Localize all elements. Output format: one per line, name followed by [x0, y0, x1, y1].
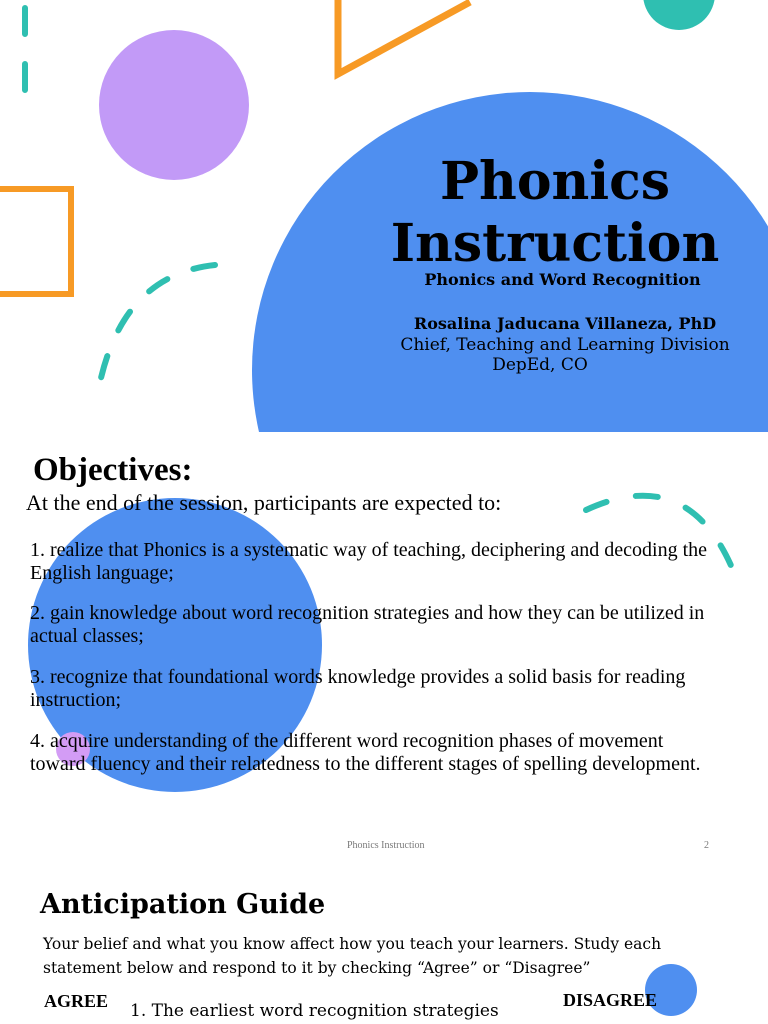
anticipation-guide-slide: [0, 864, 768, 1024]
objectives-heading: Objectives:: [33, 452, 193, 488]
objectives-intro: At the end of the session, participants are expected to:: [26, 490, 502, 515]
teal-circle: [643, 0, 715, 30]
author-office: DepEd, CO: [492, 355, 588, 375]
author-name: Rosalina Jaducana Villaneza, PhD: [413, 314, 717, 333]
title-line-2: Instruction: [390, 213, 720, 274]
agree-label: AGREE: [44, 991, 109, 1011]
statement-1: 1. The earliest word recognition strategies: [130, 1001, 499, 1021]
anticipation-guide-description: Your belief and what you know affect how you teach your learners. Study each statement below and respond to it by checking “Agree” or “Disagree”: [43, 935, 662, 977]
disagree-label: DISAGREE: [563, 990, 658, 1010]
objectives-slide: [0, 432, 768, 864]
orange-triangle: [338, 0, 470, 74]
footer-title: Phonics Instruction: [347, 840, 425, 851]
objective-item: 1. realize that Phonics is a systematic way of teaching, deciphering and decoding the English language;: [30, 539, 708, 584]
anticipation-guide-heading: Anticipation Guide: [40, 889, 326, 920]
title-slide: [0, 0, 768, 432]
objective-item: 2. gain knowledge about word recognition strategies and how they can be utilized in actual classes;: [30, 602, 705, 647]
page-number: 2: [704, 840, 709, 851]
objective-item: 3. recognize that foundational words knowledge provides a solid basis for reading instruction;: [30, 666, 686, 711]
orange-square: [0, 189, 71, 294]
title-line-1: Phonics: [439, 151, 671, 212]
purple-circle: [99, 30, 249, 180]
author-position: Chief, Teaching and Learning Division: [400, 335, 730, 355]
objective-item: 4. acquire understanding of the different word recognition phases of movement toward fluency and their relatedness to the different stages of spelling development.: [30, 730, 701, 775]
subtitle: Phonics and Word Recognition: [424, 270, 701, 289]
teal-dashed-arc: [98, 265, 215, 392]
